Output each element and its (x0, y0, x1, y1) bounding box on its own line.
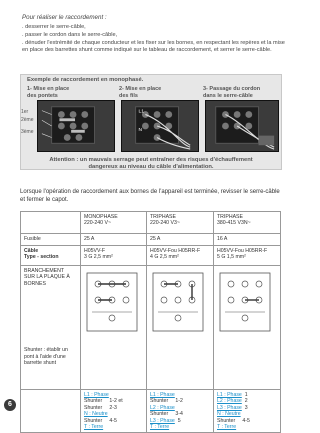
wiring-line (150, 424, 210, 430)
wiring-terminal-label: L3 : Phase (150, 417, 175, 424)
fusible-value: 25 A (147, 234, 214, 246)
wiring-detail: 3 (241, 404, 248, 411)
wiring-detail: 5 (174, 417, 181, 424)
table-row-fusible (21, 234, 281, 246)
wiring-detail: 1 (241, 392, 248, 398)
wiring-legend-tri-230 (147, 390, 214, 433)
wiring-detail: Shunter 3-4 (150, 411, 183, 418)
terminal-diagram-mono (86, 272, 138, 332)
page-number: 6 (4, 399, 16, 411)
table-row-branchement (21, 266, 281, 390)
wiring-line (217, 424, 277, 430)
branchement-label: BRANCHEMENT SUR LA PLAQUE À BORNES (24, 268, 70, 287)
intro-title: Pour réaliser le raccordement : (22, 14, 107, 21)
wiring-detail: Shunter 1-2 (150, 398, 183, 405)
branchement-label-cell (21, 266, 81, 390)
intro-steps (22, 24, 290, 55)
wiring-terminal-label: T : Terre (150, 424, 170, 431)
fusible-value: 16 A (214, 234, 281, 246)
example-panel (20, 74, 282, 170)
fusible-label: Fusible (21, 234, 81, 246)
cable-value: H05VV-Fou H05RR-F 5 G 1,5 mm² (214, 246, 281, 266)
terminal-diagram-tri-400 (219, 272, 271, 332)
svg-text:N: N (138, 127, 143, 133)
svg-text:L1: L1 (138, 109, 144, 115)
table-header-row (21, 212, 281, 234)
wiring-detail: Shunter 4-5 (84, 417, 117, 424)
legend-spacer (21, 390, 81, 433)
wiring-terminal-label: L2 : Phase (217, 398, 242, 405)
wiring-legend-mono (81, 390, 147, 433)
wiring-cell-tri-400 (214, 266, 281, 390)
wiring-detail: Shunter 4-5 (217, 417, 250, 424)
intro-step: . passer le cordon dans le serre-câble, (22, 31, 118, 38)
cable-value: H05VV-F 3 G 2,5 mm² (81, 246, 147, 266)
header-tri-400: TRIPHASE 380-415 V3N~ (214, 212, 281, 234)
step-1-title: 1- Mise en place des pontets (27, 86, 70, 99)
closing-paragraph: Lorsque l'opération de raccordement aux bornes de l'appareil est terminée, revisser le serre-câble et fermer le capot. (20, 189, 280, 203)
table-row-wiring-legend (21, 390, 281, 433)
wiring-legend-tri-400 (214, 390, 281, 433)
wiring-terminal-label: L1 : Phase (84, 392, 109, 398)
wiring-cell-tri-230 (147, 266, 214, 390)
wiring-terminal-label: L1 : Phase (150, 392, 175, 398)
photo-pontets (37, 100, 115, 152)
wiring-detail: Shunter 1-2 et (84, 398, 123, 405)
example-warning: Attention : un mauvais serrage peut entraîner des risques d'échauffement dangereux au niveau du câble d'alimentation. (49, 157, 253, 170)
wiring-terminal-label: T : Terre (217, 424, 237, 431)
intro-step: . desserrer le serre-câble, (22, 24, 86, 30)
example-title: Exemple de raccordement en monophasé. (27, 77, 144, 83)
photo-fils (121, 100, 199, 152)
table-header-empty (21, 212, 81, 234)
wiring-detail: 2 (241, 398, 248, 405)
wiring-line (84, 424, 143, 430)
label-first: 1er (21, 109, 29, 115)
wiring-terminal-label: T : Terre (84, 424, 104, 431)
wiring-detail: Shunter 2-3 (84, 404, 117, 411)
wiring-terminal-label: L1 : Phase (217, 392, 242, 398)
wiring-terminal-label: L2 : Phase (150, 404, 175, 411)
fusible-value: 25 A (81, 234, 147, 246)
step-3-title: 3- Passage du cordon dans le serre-câble (203, 86, 261, 99)
cable-value: H05VV-Fou H05RR-F 4 G 2,5 mm² (147, 246, 214, 266)
header-mono: MONOPHASE 220-240 V~ (81, 212, 147, 234)
wiring-terminal-label: N : Neutre (84, 411, 108, 418)
shunt-label: Shunter : établir un pont à l'aide d'une barrette shunt (24, 347, 68, 367)
terminal-diagram-tri-230 (152, 272, 204, 332)
table-row-cable (21, 246, 281, 266)
header-tri-230: TRIPHASE 220-240 V3~ (147, 212, 214, 234)
connection-table (20, 211, 281, 433)
wiring-terminal-label: N : Neutre (217, 411, 241, 418)
label-second: 2ème (21, 117, 34, 123)
photo-serre-cable (205, 100, 279, 152)
wiring-cell-mono (81, 266, 147, 390)
label-third: 3ème (21, 129, 34, 135)
step-2-title: 2- Mise en place des fils (119, 86, 162, 99)
intro-step: . dénuder l'extrémité de chaque conducteur et les fixer sur les bornes, en respectant les repères et la mise en place des barrettes shunt comme indiqué sur le tableau de raccordement, et serrer le serre-câble. (22, 39, 285, 54)
cable-label: Câble Type - section (21, 246, 81, 266)
wiring-terminal-label: L3 : Phase (217, 404, 242, 411)
